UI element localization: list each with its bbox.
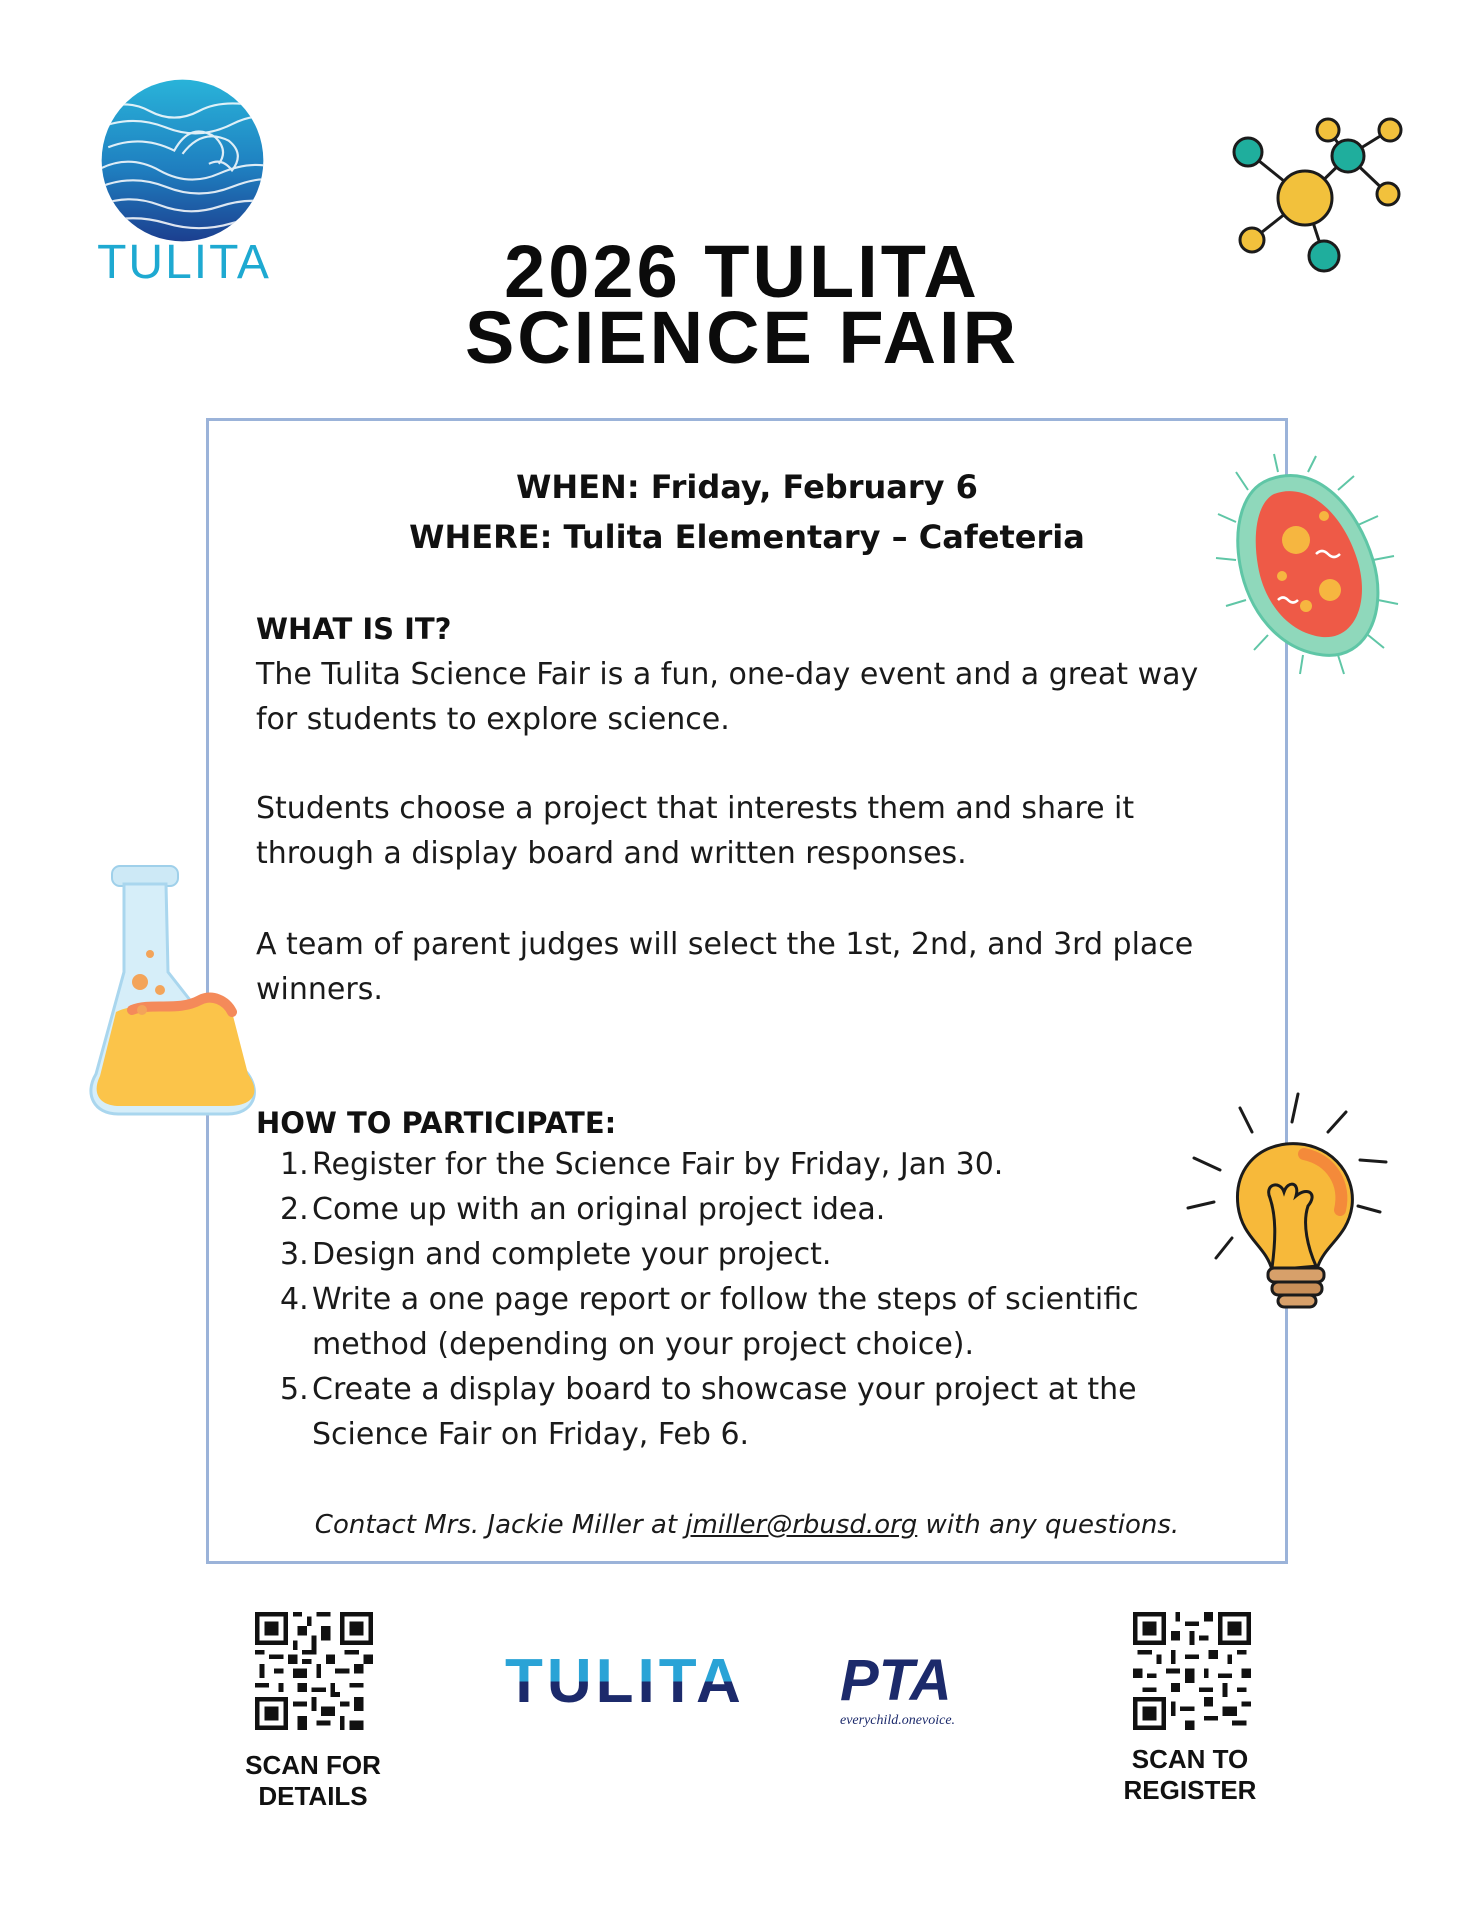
pta-logo	[505, 1640, 985, 1730]
step-text: Create a display board to showcase your project at the Science Fair on Friday, Feb 6.	[312, 1372, 1137, 1452]
qr-details-caption-line-1: SCAN FOR	[245, 1750, 381, 1780]
logo-wordmark: TULITA	[97, 236, 271, 289]
pta-logo-pta: PTA	[840, 1648, 952, 1713]
light-bulb-icon	[1180, 1088, 1410, 1328]
step-text: Register for the Science Fair by Friday, Jan 30.	[312, 1147, 1004, 1182]
contact-line	[206, 1510, 1288, 1540]
step-number: 2.	[280, 1192, 309, 1227]
page-title-line-2: SCIENCE FAIR	[464, 296, 1020, 379]
step-text: Write a one page report or follow the steps of scientific method (depending on your project choice).	[312, 1282, 1139, 1362]
contact-text-after: with any questions.	[917, 1510, 1180, 1540]
qr-details-caption	[213, 1750, 413, 1812]
pta-logo-tagline: everychild.onevoice.	[840, 1713, 956, 1728]
what-heading: WHAT IS IT?	[256, 612, 452, 646]
what-paragraph-2: Students choose a project that interests them and share it through a display board and written responses.	[256, 791, 1135, 871]
page-title-line-1: 2026 TULITA	[504, 230, 980, 313]
what-paragraph-3: A team of parent judges will select the 1st, 2nd, and 3rd place winners.	[256, 927, 1194, 1007]
wave-logo-icon	[100, 78, 265, 243]
contact-email-link[interactable]: jmiller@rbusd.org	[685, 1510, 918, 1540]
qr-register-caption-line-2: REGISTER	[1123, 1775, 1257, 1805]
germ-icon	[1208, 450, 1408, 680]
list-item	[256, 1142, 1236, 1187]
step-number: 1.	[280, 1147, 309, 1182]
list-item	[256, 1367, 1236, 1457]
event-where: WHERE: Tulita Elementary – Cafeteria	[409, 518, 1085, 556]
molecule-icon	[1220, 110, 1410, 285]
qr-code-details-icon[interactable]	[255, 1612, 373, 1730]
list-item	[256, 1187, 1236, 1232]
step-text: Come up with an original project idea.	[312, 1192, 886, 1227]
qr-details-caption-line-2: DETAILS	[258, 1781, 368, 1811]
qr-code-register-icon[interactable]	[1133, 1612, 1251, 1730]
flask-icon	[82, 862, 272, 1124]
step-number: 5.	[280, 1372, 309, 1407]
step-text: Design and complete your project.	[312, 1237, 832, 1272]
event-when: WHEN: Friday, February 6	[516, 468, 978, 506]
list-item	[256, 1232, 1236, 1277]
steps-list	[256, 1142, 1236, 1457]
list-item	[256, 1277, 1236, 1367]
step-number: 3.	[280, 1237, 309, 1272]
qr-register-caption	[1090, 1744, 1290, 1806]
pta-logo-tulita: TULITA	[505, 1647, 745, 1716]
contact-text-before: Contact Mrs. Jackie Miller at	[314, 1510, 686, 1540]
what-paragraph-1: The Tulita Science Fair is a fun, one-day event and a great way for students to explore science.	[256, 657, 1199, 737]
step-number: 4.	[280, 1282, 309, 1317]
how-heading: HOW TO PARTICIPATE:	[256, 1106, 617, 1140]
qr-register-caption-line-1: SCAN TO	[1131, 1744, 1249, 1774]
